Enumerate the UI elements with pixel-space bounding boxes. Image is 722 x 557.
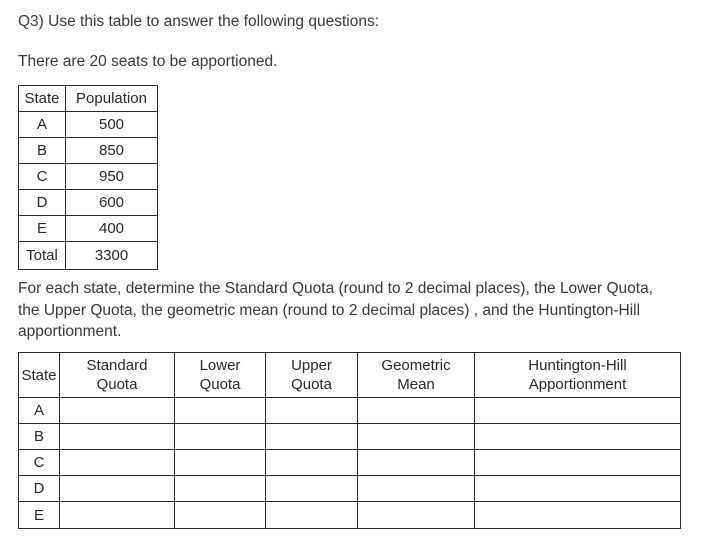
table-header-row xyxy=(19,86,158,112)
standard-quota-cell[interactable] xyxy=(60,476,175,502)
upper-quota-cell[interactable] xyxy=(266,476,358,502)
standard-quota-cell[interactable] xyxy=(60,398,175,424)
table-row xyxy=(19,216,158,242)
header-standard-quota xyxy=(60,353,175,398)
apportionment-cell[interactable] xyxy=(475,502,681,529)
upper-quota-cell[interactable] xyxy=(266,450,358,476)
header-state: State xyxy=(19,86,66,112)
lower-quota-cell[interactable] xyxy=(175,502,266,529)
header-line: Huntington-Hill xyxy=(528,357,627,374)
header-lower-quota xyxy=(175,353,266,398)
apportionment-cell[interactable] xyxy=(475,450,681,476)
table-row xyxy=(19,450,681,476)
header-state: State xyxy=(19,353,60,398)
header-upper-quota xyxy=(266,353,358,398)
question-title: Q3) Use this table to answer the following questions: xyxy=(18,13,379,30)
header-line: Quota xyxy=(291,376,332,393)
geometric-mean-cell[interactable] xyxy=(358,476,475,502)
header-line: Quota xyxy=(199,376,241,393)
instructions-paragraph: For each state, determine the Standard Quota (round to 2 decimal places), the Lower Quota, the Upper Quota, the geometric mean (round to 2 decimal places) , and the Huntington-Hill apportionment. xyxy=(18,280,653,340)
header-line: Apportionment xyxy=(528,376,627,393)
table-row xyxy=(19,190,158,216)
state-cell: E xyxy=(19,502,60,529)
header-geometric-mean xyxy=(358,353,475,398)
population-cell: 950 xyxy=(66,164,158,190)
state-cell: C xyxy=(19,450,60,476)
lower-quota-cell[interactable] xyxy=(175,424,266,450)
population-cell: 850 xyxy=(66,138,158,164)
answer-header-row xyxy=(19,353,681,398)
state-cell: D xyxy=(19,476,60,502)
header-line: Standard xyxy=(86,357,148,374)
standard-quota-cell[interactable] xyxy=(60,450,175,476)
total-row xyxy=(19,242,158,270)
question-intro: There are 20 seats to be apportioned. xyxy=(18,53,278,70)
lower-quota-cell[interactable] xyxy=(175,476,266,502)
header-line: Mean xyxy=(397,376,435,393)
lower-quota-cell[interactable] xyxy=(175,398,266,424)
table-row xyxy=(19,398,681,424)
table-row xyxy=(19,164,158,190)
state-cell: E xyxy=(19,216,66,242)
apportionment-cell[interactable] xyxy=(475,476,681,502)
table-row xyxy=(19,476,681,502)
population-cell: 500 xyxy=(66,112,158,138)
population-cell: 400 xyxy=(66,216,158,242)
table-row xyxy=(19,424,681,450)
table-row xyxy=(19,502,681,529)
total-label: Total xyxy=(19,242,66,270)
geometric-mean-cell[interactable] xyxy=(358,424,475,450)
state-cell: C xyxy=(19,164,66,190)
population-cell: 600 xyxy=(66,190,158,216)
header-population: Population xyxy=(66,86,158,112)
table-row xyxy=(19,112,158,138)
upper-quota-cell[interactable] xyxy=(266,424,358,450)
population-table xyxy=(18,85,158,270)
header-huntington-hill xyxy=(475,353,681,398)
upper-quota-cell[interactable] xyxy=(266,398,358,424)
header-line: Geometric xyxy=(381,357,451,374)
geometric-mean-cell[interactable] xyxy=(358,398,475,424)
standard-quota-cell[interactable] xyxy=(60,502,175,529)
apportionment-cell[interactable] xyxy=(475,398,681,424)
geometric-mean-cell[interactable] xyxy=(358,450,475,476)
state-cell: B xyxy=(19,138,66,164)
header-line: Quota xyxy=(96,376,138,393)
standard-quota-cell[interactable] xyxy=(60,424,175,450)
lower-quota-cell[interactable] xyxy=(175,450,266,476)
geometric-mean-cell[interactable] xyxy=(358,502,475,529)
header-line: Upper xyxy=(291,357,332,374)
total-value: 3300 xyxy=(66,242,158,270)
apportionment-cell[interactable] xyxy=(475,424,681,450)
header-line: Lower xyxy=(199,357,241,374)
answer-table xyxy=(18,352,681,529)
state-cell: A xyxy=(19,112,66,138)
upper-quota-cell[interactable] xyxy=(266,502,358,529)
table-row xyxy=(19,138,158,164)
state-cell: D xyxy=(19,190,66,216)
state-cell: B xyxy=(19,424,60,450)
state-cell: A xyxy=(19,398,60,424)
